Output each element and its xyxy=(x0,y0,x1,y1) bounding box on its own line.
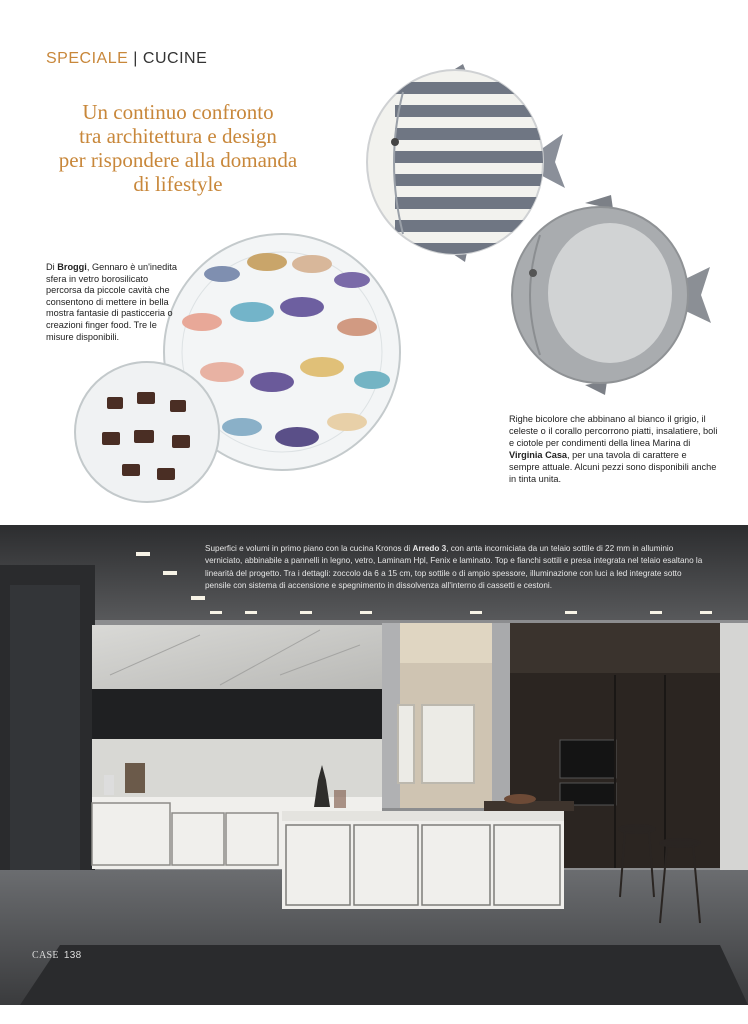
caption-virginia-casa xyxy=(509,413,719,485)
caption-arredo-3 xyxy=(205,543,705,593)
page-number: 138 xyxy=(63,950,82,961)
caption-text: , con anta incorniciata da un telaio sottile di 22 mm in alluminio verniciato, abbinabile a pannelli in legno, vetro, Laminam Hpl, Fenix e laminato. Top e fianchi sottili e presa integrata nel telaio esaltano la linearità del progetto. Tra i dettagli: zoccolo da 6 a 15 cm, top sottile o di ampio spessore, illuminazione con luci a led integrate sotto pensile con sistema di accensione e spegnimento in dissolvenza all'interno di cassetti e cestoni. xyxy=(205,544,703,591)
caption-text: Righe bicolore che abbinano al bianco il grigio, il celeste o il corallo percorrono piatti, insalatiere, boli e ciotole per condimenti della linea Marina di xyxy=(509,414,718,448)
headline-line: per rispondere alla domanda xyxy=(58,148,298,172)
caption-broggi xyxy=(46,262,184,343)
caption-text: , Gennaro è un'inedita sfera in vetro borosilicato percorsa da piccole cavità che consentono di mettere in bella mostra fantasie di pasticceria o creazioni finger food. Tre le misure disponibili. xyxy=(46,262,177,342)
caption-text: Superfici e volumi in primo piano con la cucina Kronos di xyxy=(205,544,413,553)
gray-fish-plate-image xyxy=(505,195,715,395)
kitchen-photo-image xyxy=(0,525,748,1005)
magazine-logo: CASE xyxy=(32,950,59,961)
caption-text: Di xyxy=(46,262,58,272)
headline xyxy=(52,100,304,196)
caption-text: , per una tavola di carattere e sempre attuale. Alcuni pezzi sono disponibili anche in tinta unita. xyxy=(509,450,717,484)
section-separator: | xyxy=(133,50,138,67)
section-label: SPECIALE xyxy=(46,50,129,67)
headline-line: Un continuo confronto xyxy=(82,100,274,124)
section-header xyxy=(46,50,207,68)
headline-line: tra architettura e design xyxy=(79,124,277,148)
brand-name: Virginia Casa xyxy=(509,450,568,460)
page-footer xyxy=(32,950,81,961)
brand-name: Arredo 3 xyxy=(412,544,447,553)
headline-line: di lifestyle xyxy=(133,172,223,196)
brand-name: Broggi xyxy=(57,262,87,272)
category-label: CUCINE xyxy=(142,50,208,67)
